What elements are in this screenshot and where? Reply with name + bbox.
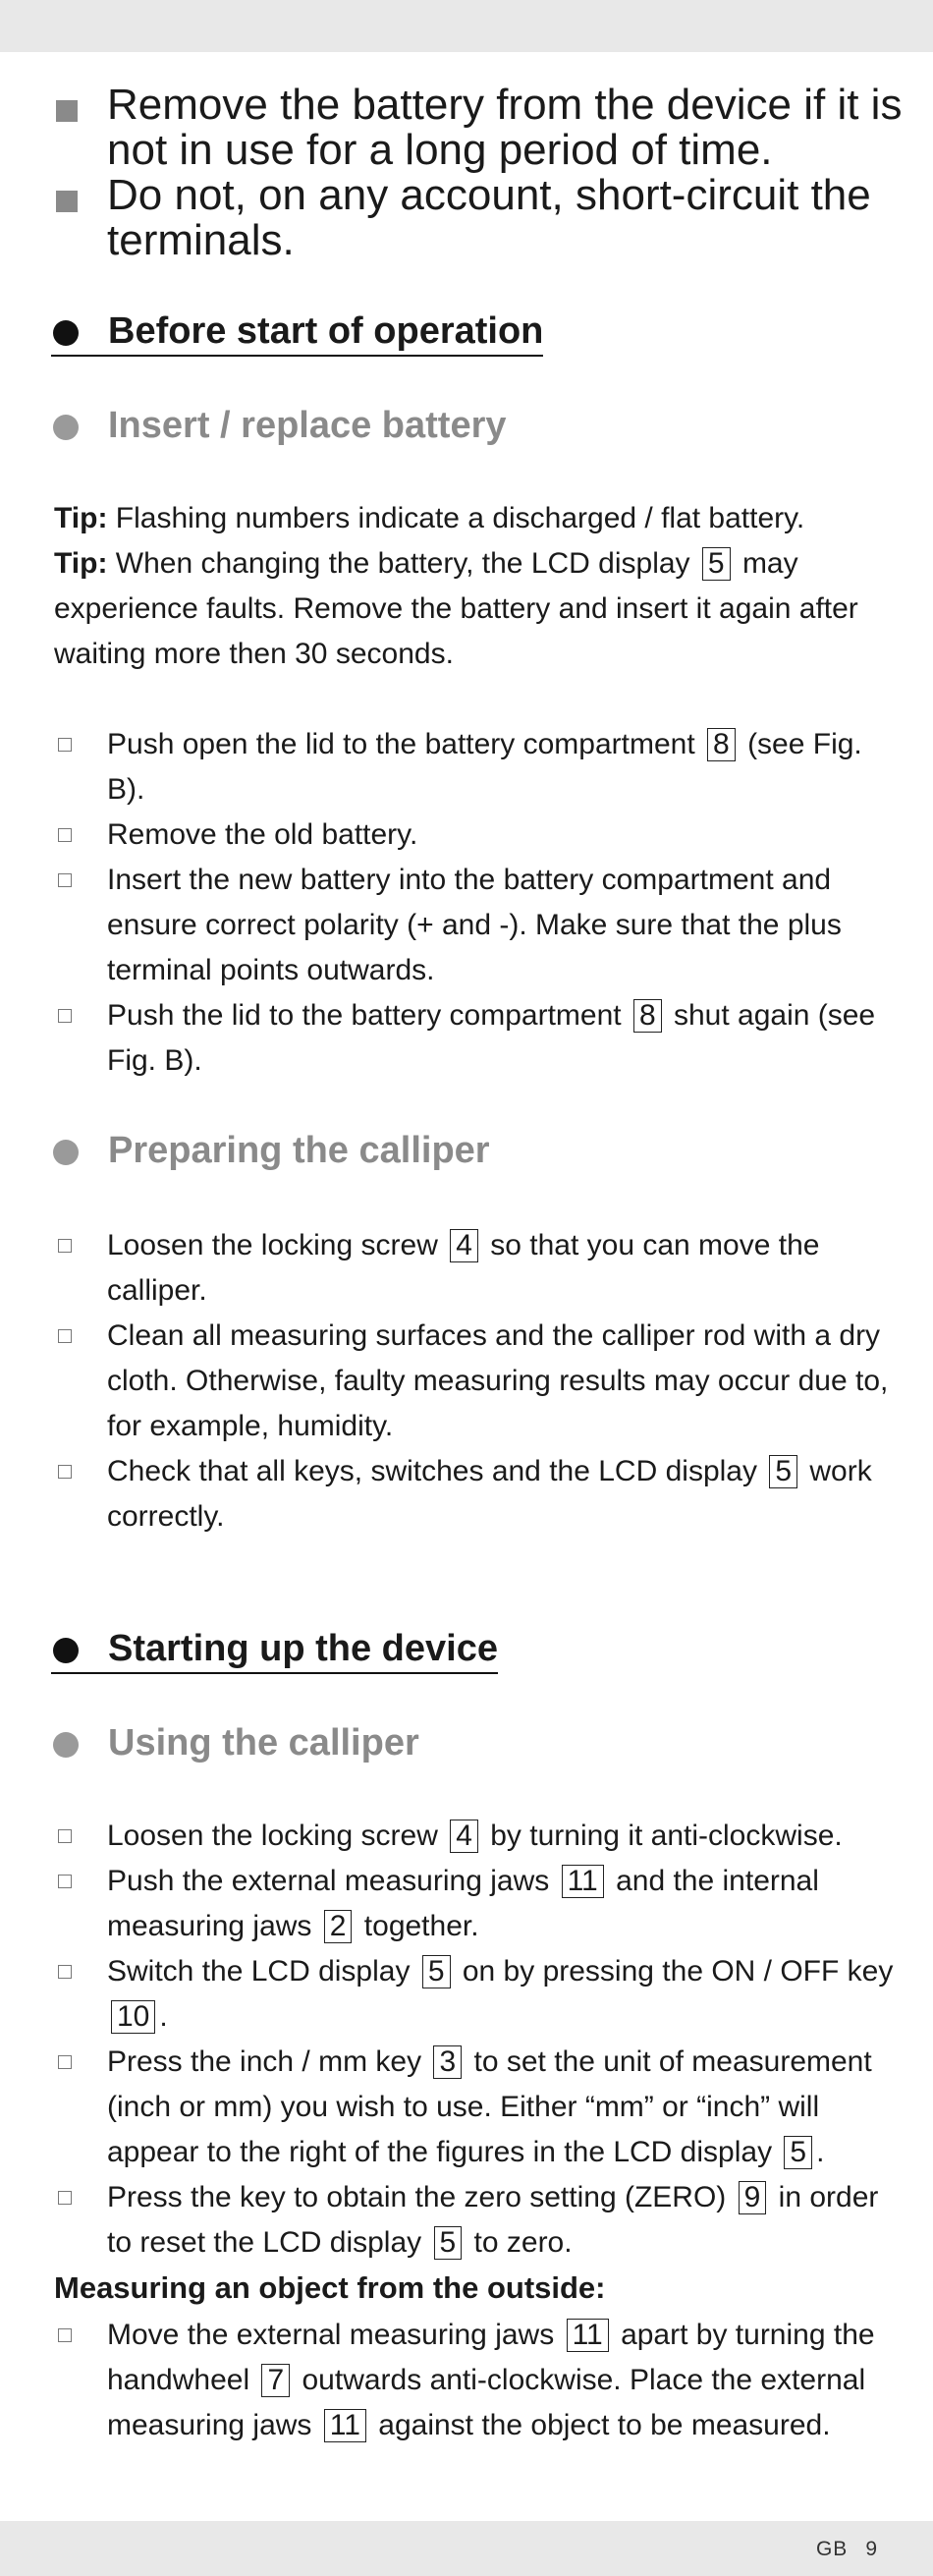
step-text: Push open the lid to the battery compartment (107, 728, 695, 760)
ref-number: 4 (450, 1229, 478, 1262)
battery-steps-list (54, 722, 899, 1084)
step-text: Loosen the locking screw (107, 1229, 438, 1261)
square-bullet-icon (56, 191, 78, 212)
list-item (54, 812, 899, 858)
using-steps-list (54, 1814, 899, 2266)
heading-preparing (51, 1129, 490, 1172)
intro-item-battery-removal (54, 83, 933, 173)
preparing-steps-list (54, 1223, 899, 1540)
list-item (54, 1949, 899, 2040)
checkbox-bullet-icon (58, 1965, 72, 1979)
step-text: Check that all keys, switches and the LCD display (107, 1455, 757, 1487)
step-text: outwards anti-clockwise. Place the external measuring jaws (107, 2364, 866, 2441)
checkbox-bullet-icon (58, 828, 72, 842)
ref-number: 10 (111, 2000, 155, 2034)
step-text: and the internal measuring jaws (107, 1865, 819, 1942)
heading-insert-battery (51, 404, 507, 447)
page-footer (798, 2538, 878, 2561)
step-text: to set the unit of measurement (inch or mm) you wish to use. Either “mm” or “inch” will appear to the right of the figures in the LCD display (107, 2045, 872, 2168)
bullet-dot-icon (53, 1638, 79, 1663)
step-text: in order to reset the LCD display (107, 2181, 879, 2259)
step-text: Remove the old battery. (107, 818, 418, 851)
top-band (0, 0, 933, 52)
tip-text: may experience faults. Remove the battery and insert it again after waiting more then 30 seconds. (54, 547, 858, 670)
checkbox-bullet-icon (58, 738, 72, 752)
step-text: shut again (see Fig. B). (107, 999, 876, 1077)
tip-text: Flashing numbers indicate a discharged / flat battery. (107, 502, 805, 534)
intro-item-text: Do not, on any account, short-circuit the terminals. (107, 171, 871, 264)
ref-number: 5 (769, 1455, 797, 1488)
bottom-band (0, 2521, 933, 2576)
tip-flashing (54, 496, 899, 541)
ref-number: 5 (434, 2226, 463, 2260)
intro-item-short-circuit (54, 173, 933, 263)
list-item (54, 1223, 899, 1314)
list-item (54, 858, 899, 993)
tips-block (54, 496, 899, 677)
step-text: Press the inch / mm key (107, 2045, 422, 2078)
page-number: 9 (865, 2538, 878, 2560)
checkbox-bullet-icon (58, 1239, 72, 1253)
ref-number: 7 (261, 2364, 290, 2397)
ref-number: 5 (784, 2136, 812, 2169)
checkbox-bullet-icon (58, 1009, 72, 1023)
heading-text: Using the calliper (108, 1722, 419, 1764)
checkbox-bullet-icon (58, 873, 72, 887)
step-text: Loosen the locking screw (107, 1820, 438, 1852)
step-text: by turning it anti-clockwise. (490, 1820, 843, 1852)
list-item (54, 722, 899, 812)
step-text: work correctly. (107, 1455, 872, 1533)
heading-using (51, 1721, 419, 1764)
ref-number: 5 (702, 547, 731, 581)
step-text: Push the external measuring jaws (107, 1865, 550, 1897)
heading-before-start (51, 309, 543, 357)
bullet-dot-icon (53, 415, 79, 440)
bullet-dot-icon (53, 320, 79, 346)
step-text: Push the lid to the battery compartment (107, 999, 622, 1032)
step-text: Press the key to obtain the zero setting (ZERO) (107, 2181, 727, 2213)
tip-text: When changing the battery, the LCD display (107, 547, 690, 580)
heading-text: Starting up the device (108, 1628, 498, 1669)
footer-language: GB (815, 2538, 849, 2560)
bullet-dot-icon (53, 1732, 79, 1758)
step-text: Switch the LCD display (107, 1955, 411, 1988)
checkbox-bullet-icon (58, 2328, 72, 2342)
list-item (54, 993, 899, 1084)
step-text: . (816, 2136, 825, 2168)
tip-label: Tip: (54, 547, 108, 580)
bullet-dot-icon (53, 1140, 79, 1165)
step-text: so that you can move the calliper. (107, 1229, 820, 1307)
square-bullet-icon (56, 100, 78, 122)
ref-number: 11 (562, 1865, 604, 1898)
ref-number: 11 (324, 2409, 366, 2442)
list-item (54, 2313, 899, 2448)
step-text: . (159, 2000, 168, 2033)
checkbox-bullet-icon (58, 2191, 72, 2205)
subheading-measuring-outside: Measuring an object from the outside: (54, 2270, 606, 2305)
list-item (54, 2175, 899, 2266)
checkbox-bullet-icon (58, 1465, 72, 1479)
list-item (54, 1814, 899, 1859)
outside-steps-list (54, 2313, 899, 2448)
step-text: on by pressing the ON / OFF key (462, 1955, 894, 1988)
list-item (54, 1859, 899, 1949)
step-text: together. (363, 1910, 479, 1942)
checkbox-bullet-icon (58, 2055, 72, 2069)
checkbox-bullet-icon (58, 1329, 72, 1343)
ref-number: 8 (707, 728, 736, 761)
heading-text: Before start of operation (108, 310, 544, 352)
heading-starting-up (51, 1627, 498, 1674)
heading-text: Preparing the calliper (108, 1130, 490, 1171)
heading-text: Insert / replace battery (108, 405, 507, 446)
list-item (54, 1314, 899, 1449)
step-text: Move the external measuring jaws (107, 2319, 555, 2351)
checkbox-bullet-icon (58, 1875, 72, 1888)
step-text: apart by turning the handwheel (107, 2319, 875, 2396)
intro-item-text: Remove the battery from the device if it is not in use for a long period of time. (107, 81, 903, 174)
step-text: to zero. (473, 2226, 573, 2259)
tip-label: Tip: (54, 502, 108, 534)
ref-number: 5 (422, 1955, 451, 1988)
ref-number: 11 (567, 2319, 609, 2352)
list-item (54, 1449, 899, 1540)
checkbox-bullet-icon (58, 1829, 72, 1843)
step-text: against the object to be measured. (378, 2409, 831, 2441)
ref-number: 4 (450, 1820, 478, 1853)
tip-changing (54, 541, 899, 677)
ref-number: 9 (739, 2181, 767, 2214)
ref-number: 8 (633, 999, 662, 1033)
step-text: (see Fig. B). (107, 728, 862, 806)
step-text: Clean all measuring surfaces and the calliper rod with a dry cloth. Otherwise, faulty measuring results may occur due to, for example, humidity. (107, 1319, 889, 1442)
step-text: Insert the new battery into the battery compartment and ensure correct polarity (+ and -). Make sure that the plus terminal points outwards. (107, 864, 842, 986)
ref-number: 2 (324, 1910, 353, 1943)
list-item (54, 2040, 899, 2175)
ref-number: 3 (433, 2045, 462, 2079)
